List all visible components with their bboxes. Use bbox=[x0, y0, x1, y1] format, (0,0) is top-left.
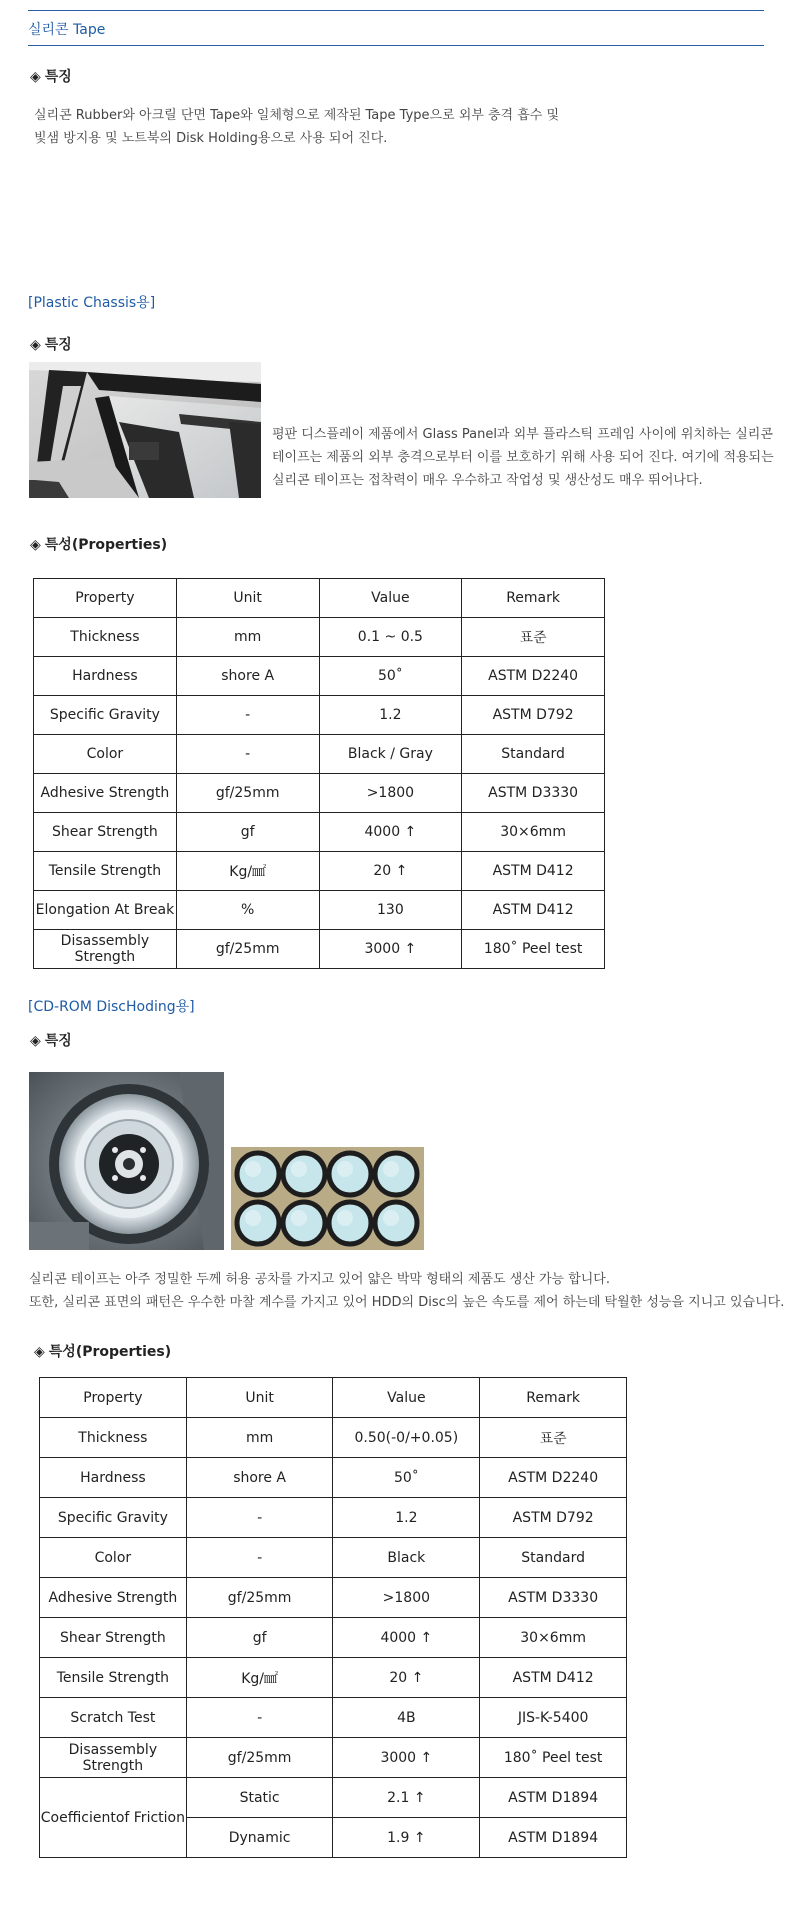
table-cell: ASTM D2240 bbox=[480, 1458, 627, 1498]
table-row bbox=[40, 1658, 627, 1698]
column-header: Property bbox=[34, 579, 177, 618]
plastic-feature-heading: ◈ 특징 bbox=[30, 337, 72, 353]
table-cell: 30×6mm bbox=[462, 813, 605, 852]
table-cell: 0.50(-0/+0.05) bbox=[333, 1418, 480, 1458]
table-cell: - bbox=[176, 696, 319, 735]
table-row bbox=[40, 1458, 627, 1498]
table-cell: 4000 ↑ bbox=[319, 813, 462, 852]
table-cell: 20 ↑ bbox=[319, 852, 462, 891]
table-cell: - bbox=[186, 1538, 333, 1578]
table-cell: ASTM D792 bbox=[480, 1498, 627, 1538]
table-header-row bbox=[40, 1378, 627, 1418]
plastic-line: 평판 디스플레이 제품에서 Glass Panel과 외부 플라스틱 프레임 사이에 위치하는 실리콘 bbox=[272, 427, 773, 442]
table-cell: Hardness bbox=[40, 1458, 187, 1498]
table-cell: Kg/㎟ bbox=[176, 852, 319, 891]
diamond-bullet-icon: ◈ bbox=[30, 1033, 41, 1049]
table-row bbox=[40, 1578, 627, 1618]
table-cell: - bbox=[186, 1498, 333, 1538]
table-cell: Hardness bbox=[34, 657, 177, 696]
table-cell: ASTM D1894 bbox=[480, 1818, 627, 1858]
column-header: Remark bbox=[480, 1378, 627, 1418]
table-row bbox=[34, 891, 605, 930]
table-row bbox=[34, 774, 605, 813]
table-cell: Static bbox=[186, 1778, 333, 1818]
table-cell: 50˚ bbox=[333, 1458, 480, 1498]
table-row bbox=[40, 1418, 627, 1458]
cdrom-line: 또한, 실리콘 표면의 패턴은 우수한 마찰 계수를 가지고 있어 HDD의 Disc의 높은 속도를 제어 하는데 탁월한 성능을 지니고 있습니다. bbox=[29, 1295, 785, 1310]
table-cell: mm bbox=[186, 1418, 333, 1458]
table-cell: Shear Strength bbox=[40, 1618, 187, 1658]
table-cell: Specific Gravity bbox=[40, 1498, 187, 1538]
table-row bbox=[40, 1538, 627, 1578]
table-cell: ASTM D792 bbox=[462, 696, 605, 735]
diamond-bullet-icon: ◈ bbox=[30, 337, 41, 353]
table-cell: gf/25mm bbox=[186, 1578, 333, 1618]
table-cell: Specific Gravity bbox=[34, 696, 177, 735]
table-row bbox=[34, 618, 605, 657]
plastic-properties-table bbox=[33, 578, 605, 969]
table-cell: Tensile Strength bbox=[40, 1658, 187, 1698]
plastic-line: 실리콘 테이프는 접착력이 매우 우수하고 작업성 및 생산성도 매우 뛰어나다. bbox=[272, 473, 703, 488]
table-cell: 30×6mm bbox=[480, 1618, 627, 1658]
table-row bbox=[40, 1778, 627, 1818]
table-cell: 1.2 bbox=[333, 1498, 480, 1538]
table-cell: >1800 bbox=[319, 774, 462, 813]
page-title: 실리콘 Tape bbox=[28, 22, 106, 38]
table-cell: >1800 bbox=[333, 1578, 480, 1618]
table-cell: ASTM D3330 bbox=[462, 774, 605, 813]
table-cell: Adhesive Strength bbox=[34, 774, 177, 813]
table-cell: Adhesive Strength bbox=[40, 1578, 187, 1618]
table-cell: 4000 ↑ bbox=[333, 1618, 480, 1658]
table-row bbox=[34, 930, 605, 969]
table-cell: 2.1 ↑ bbox=[333, 1778, 480, 1818]
column-header: Unit bbox=[176, 579, 319, 618]
table-cell: ASTM D412 bbox=[462, 891, 605, 930]
table-cell: 4B bbox=[333, 1698, 480, 1738]
table-cell: mm bbox=[176, 618, 319, 657]
table-cell: ASTM D412 bbox=[462, 852, 605, 891]
table-row bbox=[40, 1698, 627, 1738]
table-cell: Shear Strength bbox=[34, 813, 177, 852]
table-cell: 표준 bbox=[480, 1418, 627, 1458]
table-cell: 130 bbox=[319, 891, 462, 930]
table-cell: shore A bbox=[176, 657, 319, 696]
table-row bbox=[34, 696, 605, 735]
table-row bbox=[40, 1498, 627, 1538]
table-cell: gf bbox=[176, 813, 319, 852]
table-cell: gf/25mm bbox=[186, 1738, 333, 1778]
cdrom-line: 실리콘 테이프는 아주 정밀한 두께 허용 공차를 가지고 있어 얇은 박막 형태의 제품도 생산 가능 합니다. bbox=[29, 1272, 610, 1287]
table-cell: Dynamic bbox=[186, 1818, 333, 1858]
title-bar bbox=[28, 10, 764, 46]
table-cell: % bbox=[176, 891, 319, 930]
intro-line: 실리콘 Rubber와 아크릴 단면 Tape와 일체형으로 제작된 Tape Type으로 외부 충격 흡수 및 bbox=[34, 108, 560, 123]
plastic-chassis-title: [Plastic Chassis용] bbox=[28, 295, 156, 311]
table-cell: Elongation At Break bbox=[34, 891, 177, 930]
table-cell: 180˚ Peel test bbox=[462, 930, 605, 969]
table-cell: 표준 bbox=[462, 618, 605, 657]
table-row bbox=[34, 657, 605, 696]
intro-feature-heading: ◈ 특징 bbox=[30, 69, 72, 85]
cdrom-properties-table bbox=[39, 1377, 627, 1858]
table-cell: 50˚ bbox=[319, 657, 462, 696]
table-cell: Standard bbox=[480, 1538, 627, 1578]
cdrom-title: [CD-ROM DiscHoding용] bbox=[28, 999, 195, 1015]
diamond-bullet-icon: ◈ bbox=[34, 1344, 45, 1360]
table-cell: Scratch Test bbox=[40, 1698, 187, 1738]
table-cell: Coefficientof Friction bbox=[40, 1778, 187, 1858]
table-cell: ASTM D412 bbox=[480, 1658, 627, 1698]
plastic-chassis-frame-image bbox=[29, 362, 261, 498]
table-cell: JIS-K-5400 bbox=[480, 1698, 627, 1738]
intro-description bbox=[34, 104, 559, 150]
table-cell: - bbox=[186, 1698, 333, 1738]
table-row bbox=[34, 813, 605, 852]
silicone-ring-tapes-photo bbox=[231, 1147, 424, 1250]
table-cell: gf bbox=[186, 1618, 333, 1658]
table-cell: 3000 ↑ bbox=[319, 930, 462, 969]
table-cell: 3000 ↑ bbox=[333, 1738, 480, 1778]
cdrom-spindle-photo bbox=[29, 1072, 224, 1250]
table-row bbox=[34, 735, 605, 774]
plastic-line: 테이프는 제품의 외부 충격으로부터 이를 보호하기 위해 사용 되어 진다. 여기에 적용되는 bbox=[272, 450, 774, 465]
diamond-bullet-icon: ◈ bbox=[30, 69, 41, 85]
table-cell: Kg/㎟ bbox=[186, 1658, 333, 1698]
table-cell: Color bbox=[40, 1538, 187, 1578]
table-row bbox=[40, 1738, 627, 1778]
cdrom-feature-heading: ◈ 특징 bbox=[30, 1033, 72, 1049]
cdrom-description bbox=[29, 1268, 784, 1314]
table-cell: 180˚ Peel test bbox=[480, 1738, 627, 1778]
table-row bbox=[34, 852, 605, 891]
table-cell: 20 ↑ bbox=[333, 1658, 480, 1698]
silicone-ring-tapes-image bbox=[231, 1147, 424, 1250]
disc-spindle-image bbox=[29, 1072, 224, 1250]
table-cell: ASTM D1894 bbox=[480, 1778, 627, 1818]
table-header-row bbox=[34, 579, 605, 618]
table-cell: - bbox=[176, 735, 319, 774]
table-cell: Standard bbox=[462, 735, 605, 774]
table-cell: 0.1 ~ 0.5 bbox=[319, 618, 462, 657]
table-cell: Black bbox=[333, 1538, 480, 1578]
table-cell: Tensile Strength bbox=[34, 852, 177, 891]
plastic-properties-heading: ◈ 특성(Properties) bbox=[30, 537, 168, 553]
column-header: Remark bbox=[462, 579, 605, 618]
table-row bbox=[40, 1618, 627, 1658]
plastic-description bbox=[272, 423, 774, 492]
intro-line: 빛샘 방지용 및 노트북의 Disk Holding용으로 사용 되어 진다. bbox=[34, 131, 388, 146]
table-cell: shore A bbox=[186, 1458, 333, 1498]
cdrom-properties-heading: ◈ 특성(Properties) bbox=[34, 1344, 172, 1360]
table-cell: gf/25mm bbox=[176, 774, 319, 813]
plastic-chassis-photo bbox=[29, 362, 261, 498]
column-header: Property bbox=[40, 1378, 187, 1418]
column-header: Value bbox=[319, 579, 462, 618]
table-cell: Thickness bbox=[34, 618, 177, 657]
table-cell: Color bbox=[34, 735, 177, 774]
table-cell: Disassembly Strength bbox=[40, 1738, 187, 1778]
table-cell: ASTM D3330 bbox=[480, 1578, 627, 1618]
table-cell: Thickness bbox=[40, 1418, 187, 1458]
diamond-bullet-icon: ◈ bbox=[30, 537, 41, 553]
table-cell: Black / Gray bbox=[319, 735, 462, 774]
table-cell: 1.9 ↑ bbox=[333, 1818, 480, 1858]
table-cell: 1.2 bbox=[319, 696, 462, 735]
table-cell: ASTM D2240 bbox=[462, 657, 605, 696]
column-header: Unit bbox=[186, 1378, 333, 1418]
table-cell: Disassembly Strength bbox=[34, 930, 177, 969]
table-cell: gf/25mm bbox=[176, 930, 319, 969]
column-header: Value bbox=[333, 1378, 480, 1418]
